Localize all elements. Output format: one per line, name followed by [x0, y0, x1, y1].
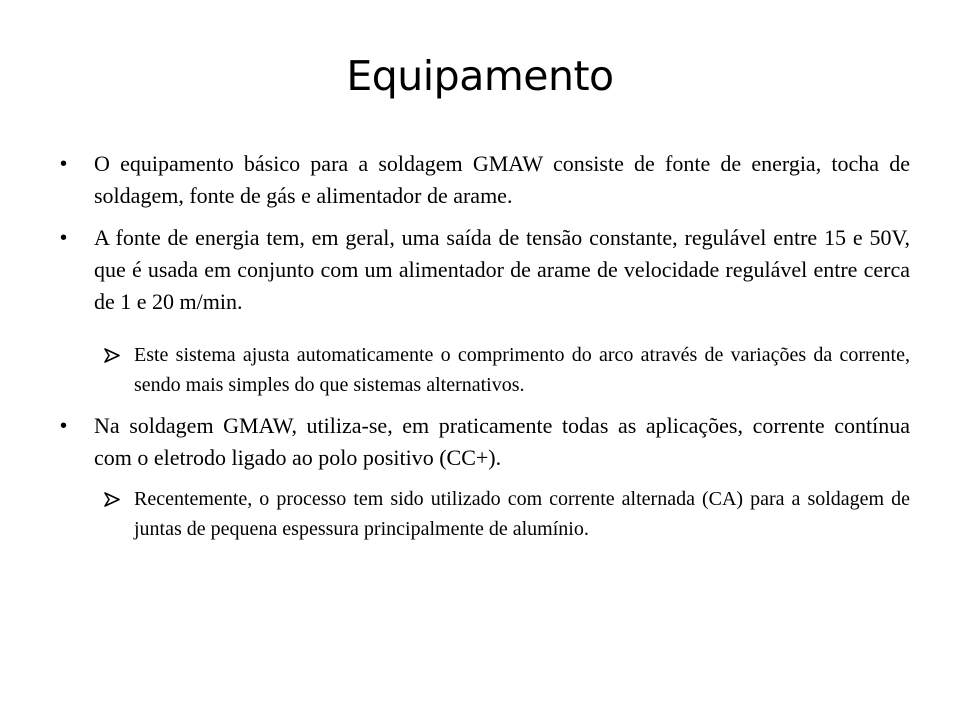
bullet-item	[60, 222, 910, 318]
arrowhead-bullet-icon	[104, 348, 120, 363]
sub-bullet-text: Recentemente, o processo tem sido utilizado com corrente alternada (CA) para a soldagem de juntas de pequena espessura principalmente de alumínio.	[134, 488, 910, 540]
bullet-item	[60, 148, 910, 212]
bullet-text: O equipamento básico para a soldagem GMAW consiste de fonte de energia, tocha de soldagem, fonte de gás e alimentador de arame.	[94, 151, 910, 208]
slide-content	[60, 148, 910, 544]
sub-bullet-text: Este sistema ajusta automaticamente o comprimento do arco através de variações da corrente, sendo mais simples do que sistemas alternativos.	[134, 344, 910, 396]
bullet-mark: •	[60, 227, 68, 249]
bullet-text: Na soldagem GMAW, utiliza-se, em praticamente todas as aplicações, corrente contínua com o eletrodo ligado ao polo positivo (CC+).	[94, 413, 910, 470]
bullet-mark: •	[60, 415, 68, 437]
sub-bullet-item	[104, 484, 910, 544]
bullet-mark: •	[60, 153, 68, 175]
sub-bullet-item	[104, 340, 910, 400]
slide-title: Equipamento	[346, 52, 614, 100]
bullet-text: A fonte de energia tem, em geral, uma saída de tensão constante, regulável entre 15 e 50V, que é usada em conjunto com um alimentador de arame de velocidade regulável entre cerca de 1 e 20 m/min.	[94, 225, 910, 314]
bullet-item	[60, 410, 910, 474]
arrowhead-bullet-icon	[104, 492, 120, 507]
